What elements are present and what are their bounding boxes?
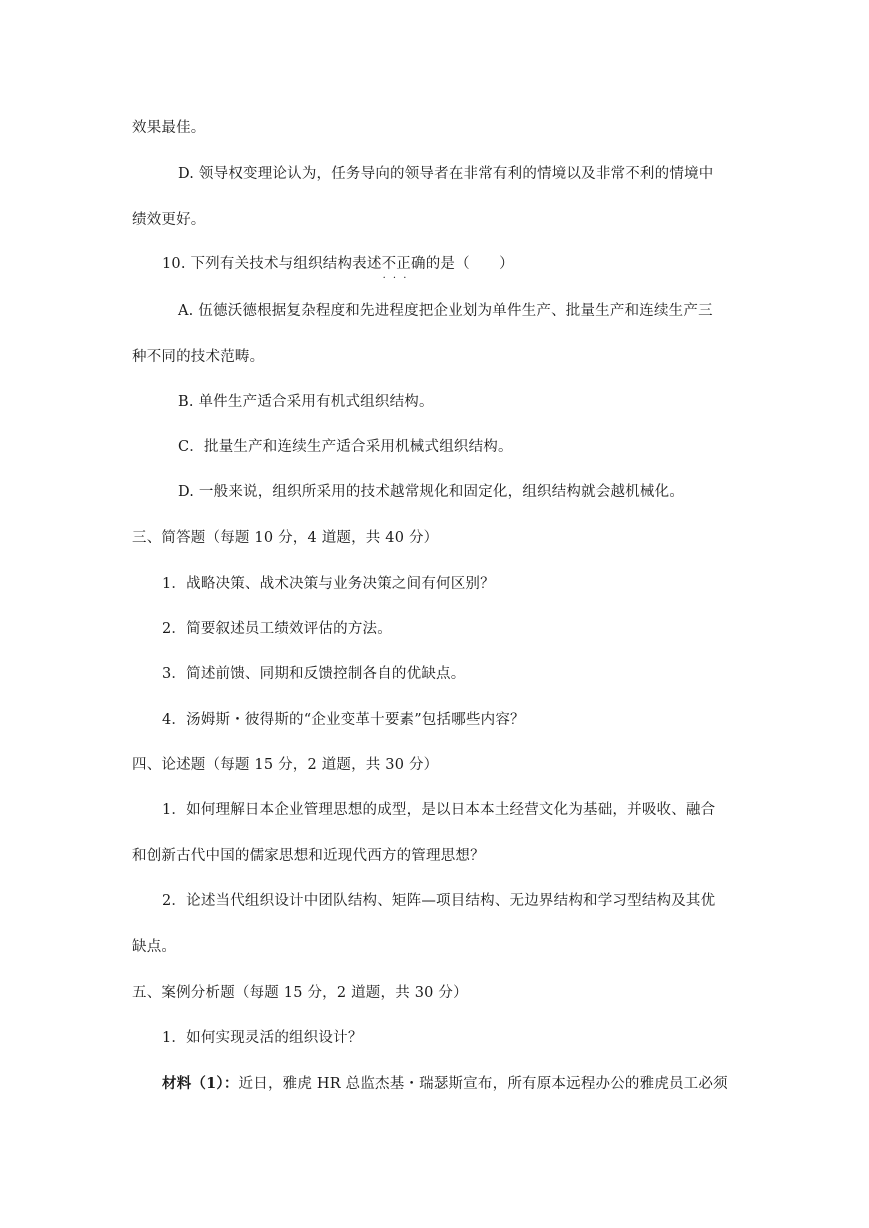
section3-item-1: 1．战略决策、战术决策与业务决策之间有何区别？	[162, 576, 495, 592]
section4-item1-line2: 和创新古代中国的儒家思想和近现代西方的管理思想？	[132, 848, 485, 864]
q9-option-d-line2: 绩效更好。	[132, 212, 206, 228]
q10-option-b: B. 单件生产适合采用有机式组织结构。	[178, 394, 434, 410]
material-paragraph	[162, 1074, 728, 1094]
section4-item2-line2: 缺点。	[132, 939, 177, 955]
q10-stem-emphasis: 不正确 · · ·	[382, 256, 426, 272]
section4-title: 四、论述题（每题 15 分，2 道题，共 30 分）	[132, 757, 439, 773]
section3-item-3: 3．简述前馈、同期和反馈控制各自的优缺点。	[162, 666, 466, 682]
section5-title: 五、案例分析题（每题 15 分，2 道题，共 30 分）	[132, 985, 468, 1001]
q10-option-a-line1: A. 伍德沃德根据复杂程度和先进程度把企业划为单件生产、批量生产和连续生产三	[178, 303, 713, 319]
section3-item-4: 4．汤姆斯・彼得斯的“企业变革十要素”包括哪些内容？	[162, 712, 525, 728]
section4-item2-line1: 2．论述当代组织设计中团队结构、矩阵—项目结构、无边界结构和学习型结构及其优	[162, 893, 716, 909]
section5-item-1: 1．如何实现灵活的组织设计？	[162, 1030, 363, 1046]
section4-item1-line1: 1．如何理解日本企业管理思想的成型，是以日本本土经营文化为基础，并吸收、融合	[162, 802, 716, 818]
material-label: 材料（1）：	[162, 1075, 239, 1092]
q10-option-d: D. 一般来说，组织所采用的技术越常规化和固定化，组织结构就会越机械化。	[178, 484, 685, 500]
section3-title: 三、简答题（每题 10 分，4 道题，共 40 分）	[132, 530, 439, 546]
q10-stem-after: 的是（ ）	[425, 256, 514, 272]
q10-stem-before: 10. 下列有关技术与组织结构表述	[162, 256, 382, 272]
q9-tail: 效果最佳。	[132, 120, 206, 136]
q10-stem	[162, 254, 514, 274]
material-text: 近日，雅虎 HR 总监杰基・瑞瑟斯宣布，所有原本远程办公的雅虎员工必须	[238, 1076, 728, 1092]
q9-option-d-line1: D. 领导权变理论认为，任务导向的领导者在非常有利的情境以及非常不利的情境中	[178, 166, 714, 182]
q10-option-a-line2: 种不同的技术范畴。	[132, 349, 265, 365]
section3-item-2: 2．简要叙述员工绩效评估的方法。	[162, 621, 392, 637]
q10-option-c: C．批量生产和连续生产适合采用机械式组织结构。	[178, 439, 513, 455]
